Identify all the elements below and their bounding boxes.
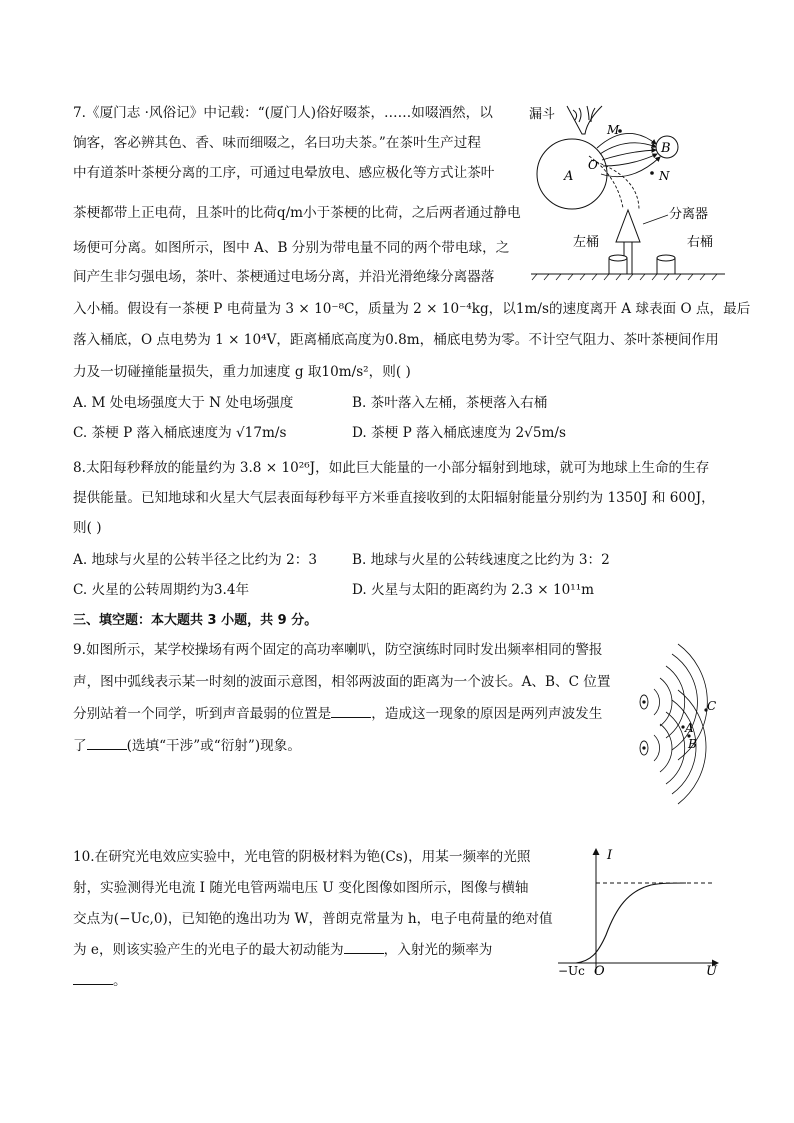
- y-axis-label: I: [607, 848, 613, 863]
- q8-option-a: A. 地球与火星的公转半径之比约为 2：3: [73, 552, 317, 568]
- speaker-top: [640, 695, 648, 709]
- q7-option-b: B. 茶叶落入左桶，茶梗落入右桶: [352, 395, 548, 411]
- answer-blank[interactable]: [87, 737, 127, 750]
- q7-option-a: A. M 处电场强度大于 N 处电场强度: [73, 395, 294, 411]
- q10-figure: [556, 843, 726, 978]
- point-c-label: C: [707, 699, 717, 713]
- point-b-label: B: [688, 737, 697, 751]
- q7-option-d: D. 茶梗 P 落入桶底速度为 2√5m/s: [352, 425, 566, 441]
- speaker-bottom: [640, 741, 648, 755]
- q7-line: 入小桶。假设有一茶梗 P 电荷量为 3 × 10⁻⁸C，质量为 2 × 10⁻⁴kg，以1m/s的速度离开 A 球表面 O 点，最后: [73, 301, 751, 317]
- answer-blank[interactable]: [331, 705, 371, 718]
- left-bucket: [609, 255, 627, 274]
- wave-arcs-bottom: [654, 690, 706, 804]
- q7-line: 中有道茶叶茶梗分离的工序，可通过电晕放电、感应极化等方式让茶叶: [73, 165, 495, 181]
- funnel: [567, 106, 602, 134]
- q7-line: 饷客，客必辨其色、香、味而细啜之，名曰功夫茶。”在茶叶生产过程: [73, 135, 481, 151]
- q7-figure: [527, 96, 727, 286]
- q7-option-c: C. 茶梗 P 落入桶底速度为 √17m/s: [73, 425, 287, 441]
- point-m-label: M: [607, 123, 620, 137]
- separator-label: 分离器: [669, 207, 709, 222]
- ball-b-label: B: [661, 141, 671, 156]
- q10-line: 射，实验测得光电流 I 随光电管两端电压 U 变化图像如图所示，图像与横轴: [73, 880, 529, 896]
- q8-option-d: D. 火星与太阳的距离约为 2.3 × 10¹¹m: [352, 582, 595, 598]
- x-axis-label: U: [706, 964, 717, 979]
- section-heading: 三、填空题：本大题共 3 小题，共 9 分。: [73, 613, 318, 628]
- q7-line: 7.《厦门志 ·风俗记》中记载：“(厦门人)俗好啜茶，……如啜酒然，以: [73, 105, 493, 121]
- q7-line: 间产生非匀强电场，茶叶、茶梗通过电场分离，并沿光滑绝缘分离器落: [73, 269, 495, 285]
- iu-curve: [576, 883, 686, 963]
- q8-line: 8.太阳每秒释放的能量约为 3.8 × 10²⁶J，如此巨大能量的一小部分辐射到地球，就可为地球上生命的生存: [73, 460, 710, 476]
- q8-line: 提供能量。已知地球和火星大气层表面每秒每平方米垂直接收到的太阳辐射能量分别约为 1350J 和 600J，: [73, 490, 715, 506]
- q8-line: 则( ): [73, 520, 102, 536]
- q9-line: 声，图中弧线表示某一时刻的波面示意图，相邻两波面的距离为一个波长。A、B、C 位置: [73, 674, 611, 690]
- q7-line: 场便可分离。如图所示，图中 A、B 分别为带电量不同的两个带电球，之: [73, 240, 510, 256]
- ball-a-label: A: [564, 169, 574, 184]
- q10-line: 。: [73, 972, 127, 990]
- q8-option-c: C. 火星的公转周期约为3.4年: [73, 582, 250, 598]
- point-a-label: A: [685, 721, 694, 735]
- q9-figure: [630, 648, 730, 788]
- q8-option-b: B. 地球与火星的公转线速度之比约为 3：2: [352, 552, 610, 568]
- right-bucket: [657, 255, 675, 274]
- answer-blank[interactable]: [344, 941, 384, 954]
- q9-line: 了 (选填“干涉”或“衍射”)现象。: [73, 738, 301, 754]
- point-o-label: O: [588, 158, 598, 172]
- left-bucket-label: 左桶: [573, 235, 600, 250]
- origin-label: O: [594, 964, 605, 979]
- answer-blank[interactable]: [73, 972, 113, 985]
- point-n-label: N: [659, 169, 670, 183]
- q7-line: 落入桶底，O 点电势为 1 × 10⁴V，距离桶底高度为0.8m，桶底电势为零。不计空气阻力、茶叶茶梗间作用: [73, 332, 719, 348]
- q9-line: 分别站着一个同学，听到声音最弱的位置是 ，造成这一现象的原因是两列声波发生: [73, 706, 603, 722]
- q10-line: 为 e，则该实验产生的光电子的最大初动能为 ，入射光的频率为: [73, 942, 493, 958]
- q10-line: 交点为(−Uc,0)，已知铯的逸出功为 W，普朗克常量为 h，电子电荷量的绝对值: [73, 911, 553, 927]
- wave-arcs-top: [654, 644, 707, 760]
- neg-uc-label: −Uc: [558, 964, 585, 978]
- q10-line: 10.在研究光电效应实验中，光电管的阴极材料为铯(Cs)，用某一频率的光照: [73, 849, 531, 865]
- right-bucket-label: 右桶: [687, 235, 714, 250]
- q7-line: 力及一切碰撞能量损失，重力加速度 g 取10m/s²，则( ): [73, 364, 411, 380]
- funnel-label: 漏斗: [529, 107, 556, 122]
- q7-line: 茶梗都带上正电荷，且茶叶的比荷q/m小于茶梗的比荷，之后两者通过静电: [73, 205, 521, 221]
- q9-line: 9.如图所示，某学校操场有两个固定的高功率喇叭，防空演练时同时发出频率相同的警报: [73, 642, 603, 658]
